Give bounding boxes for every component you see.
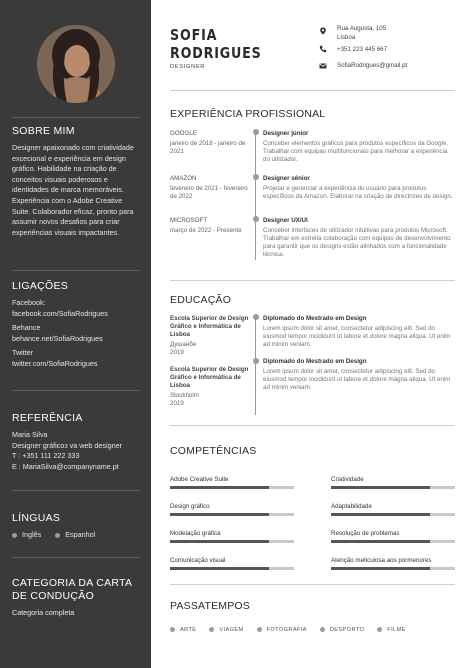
bullet-icon (320, 627, 325, 632)
skill-name: Design gráfico (170, 503, 210, 510)
skill-item (170, 530, 294, 543)
name-line1: SOFIA (170, 26, 218, 44)
timeline-dot (253, 216, 259, 222)
skill-bar (331, 513, 455, 516)
timeline-dot (253, 358, 259, 364)
divider (170, 280, 455, 281)
skill-bar-fill (170, 513, 269, 516)
timeline-dot (253, 174, 259, 180)
skill-name: Modelação gráfica (170, 530, 221, 537)
skill-bar (331, 540, 455, 543)
link-behance[interactable]: behance.net/SofiaRodrigues (12, 333, 103, 343)
hobby-item: DESPORTO (320, 627, 364, 633)
about-title: SOBRE MIM (12, 125, 75, 137)
job-dates: janeiro de 2018 - janeiro de 2021 (170, 140, 246, 155)
hobbies-title: PASSATEMPOS (170, 600, 250, 612)
skill-bar (170, 567, 294, 570)
skill-bar-fill (331, 486, 430, 489)
company-name: AMAZON (170, 175, 197, 182)
job-description: Conceber elementos gráficos para produtos específicos da Google. Trabalhar com equipas multifuncionais para melhorar a experiência do utilizador. (263, 140, 449, 163)
bullet-icon (170, 627, 175, 632)
divider (12, 270, 140, 271)
reference-section (12, 412, 140, 472)
link-twitter[interactable]: twitter.com/SofiaRodrigues (12, 358, 98, 368)
skill-item (331, 557, 455, 570)
company-name: MICROSOFT (170, 217, 208, 224)
bullet-icon (12, 533, 17, 538)
skill-item (331, 476, 455, 489)
job-description: Projetar e gerenciar a experiência do usuário para produtos específicos da Amazon. Elaborar na criação de directrizes de design. (263, 185, 453, 200)
bullet-icon (377, 627, 382, 632)
phone-icon (319, 45, 327, 53)
timeline-dot (253, 129, 259, 135)
link-twitter-label: Twitter (12, 348, 34, 358)
skill-name: Atenção meticulosa aos pormenores (331, 557, 432, 564)
job-role: Designer júnior (263, 130, 309, 137)
skills-title: COMPETÊNCIAS (170, 445, 257, 457)
divider (12, 390, 140, 391)
bullet-icon (257, 627, 262, 632)
skill-bar (331, 486, 455, 489)
degree-description: Lorem ipsum dolor sit amet, consectetur adipiscing elit. Sed do eiusmod tempor incididunt ut labore et dolore magna aliqua. Ut enim ad minim veniam. (263, 368, 451, 391)
education-right-1 (263, 315, 455, 349)
contact-phone: +351 223 445 667 (337, 46, 388, 53)
experience-left-2 (170, 175, 250, 201)
experience-title: EXPERIÊNCIA PROFISSIONAL (170, 108, 326, 120)
skill-bar (170, 486, 294, 489)
degree: Diplomado do Mestrado em Design (263, 358, 367, 365)
about-text: Designer apaixonado com criatividade excecional e experiência em design gráfico. Habilidade na criação de conceitos visuais poderosos e identidades de marca memoráveis. Experiência com o Adobe Creative Suite. Colaborador eficaz, pronto para assumir novos desafios para criar experiências visuais impactantes. (12, 143, 134, 237)
divider (170, 584, 455, 585)
company-name: GOOGLE (170, 130, 197, 137)
reference-email: E : MariaSilva@companyname.pt (12, 461, 119, 471)
education-left-2 (170, 366, 250, 408)
hobby-item: FILME (377, 627, 405, 633)
languages-title: LÍNGUAS (12, 512, 61, 524)
school-city: Душанбе (170, 341, 197, 348)
main-content (151, 0, 474, 668)
school-year: 2019 (170, 400, 184, 407)
experience-left-1 (170, 130, 250, 156)
divider (12, 117, 140, 118)
degree-description: Lorem ipsum dolor sit amet, consectetur adipiscing elit. Sed do eiusmod tempor incididunt ut labore et dolore magna aliqua. Ut enim ad minim veniam. (263, 325, 451, 348)
skill-bar-fill (170, 567, 269, 570)
profile-photo (37, 25, 115, 103)
experience-right-2 (263, 175, 455, 201)
skill-bar (170, 513, 294, 516)
education-right-2 (263, 358, 455, 392)
skill-bar-fill (170, 486, 269, 489)
timeline-dot (253, 314, 259, 320)
timeline-line (255, 130, 256, 260)
candidate-name (170, 26, 262, 62)
skill-name: Criatividade (331, 476, 364, 483)
job-role: Designer UX/UI (263, 217, 308, 224)
links-section (12, 280, 140, 370)
address-line1: Rua Augusta, 105 (337, 25, 387, 32)
link-behance-label: Behance (12, 323, 41, 333)
skill-name: Comunicação visual (170, 557, 226, 564)
reference-phone: T : +351 111 222 333 (12, 451, 80, 461)
hobbies-list (170, 627, 406, 633)
experience-left-3 (170, 217, 250, 235)
link-facebook-label: Facebook: (12, 298, 46, 307)
address-line2: Lisboa (337, 33, 356, 41)
category-title: CATEGORIA DA CARTA DE CONDUÇÃO (12, 577, 132, 602)
job-role: Designer sênior (263, 175, 310, 182)
school-name: Escola Superior de Design Gráfico e Informática de Lisboa (170, 315, 249, 338)
skill-bar-fill (331, 513, 430, 516)
reference-title: REFERÊNCIA (12, 412, 83, 424)
skill-bar-fill (331, 540, 430, 543)
degree: Diplomado do Mestrado em Design (263, 315, 367, 322)
languages-section (12, 512, 140, 539)
education-title: EDUCAÇÃO (170, 294, 232, 306)
contact-address (337, 25, 386, 42)
hobby-item: ARTE (170, 627, 196, 633)
reference-role: Designer gráficoз va web designer (12, 440, 122, 450)
experience-right-3 (263, 217, 455, 259)
category-section (12, 577, 140, 619)
hobby-item: FOTOGRAFIA (257, 627, 307, 633)
about-section (12, 125, 140, 238)
divider (170, 425, 455, 426)
language-item: Espanhol (55, 530, 95, 539)
skill-bar-fill (170, 540, 269, 543)
language-item: Inglês (12, 530, 41, 539)
bullet-icon (209, 627, 214, 632)
skill-name: Adobe Creative Suite (170, 476, 229, 483)
contact-email[interactable]: SofiaRodrigues@gmail.pt (337, 62, 408, 69)
job-title: DESIGNER (170, 64, 206, 70)
location-pin-icon (319, 27, 327, 35)
category-value: Categoria completa (12, 608, 75, 617)
skill-item (170, 557, 294, 570)
divider (12, 557, 140, 558)
timeline-line (255, 315, 256, 415)
reference-name: Maria Silva (12, 430, 48, 439)
job-description: Conceber interfaces de utilizador intuitivas para produtos Microsoft. Trabalhar em estreita colaboração com equipas de desenvolvimento para garantir que os designs estão alinhados com a funcionalidade técnica. (263, 227, 451, 258)
experience-right-1 (263, 130, 455, 164)
bullet-icon (55, 533, 60, 538)
skill-item (331, 530, 455, 543)
job-dates: março de 2022 - Presente (170, 227, 242, 234)
skill-bar (170, 540, 294, 543)
divider (170, 90, 455, 91)
school-year: 2019 (170, 349, 184, 356)
divider (12, 490, 140, 491)
hobby-item: VIAGEM (209, 627, 243, 633)
sidebar (0, 0, 151, 668)
education-left-1 (170, 315, 250, 357)
envelope-icon (319, 62, 327, 70)
school-name: Escola Superior de Design Gráfico e Informática de Lisboa (170, 366, 249, 389)
skill-name: Adaptabilidade (331, 503, 372, 510)
school-city: Stockholm (170, 392, 199, 399)
skill-name: Resolução de problemas (331, 530, 400, 537)
skill-item (331, 503, 455, 516)
links-title: LIGAÇÕES (12, 280, 69, 292)
skill-item (170, 476, 294, 489)
link-facebook[interactable]: facebook.com/SofiaRodrigues (12, 308, 108, 318)
job-dates: fevereiro de 2021 - fevereiro de 2022 (170, 185, 248, 200)
name-line2: RODRIGUES (170, 44, 262, 62)
skill-item (170, 503, 294, 516)
skill-bar-fill (331, 567, 430, 570)
skill-bar (331, 567, 455, 570)
